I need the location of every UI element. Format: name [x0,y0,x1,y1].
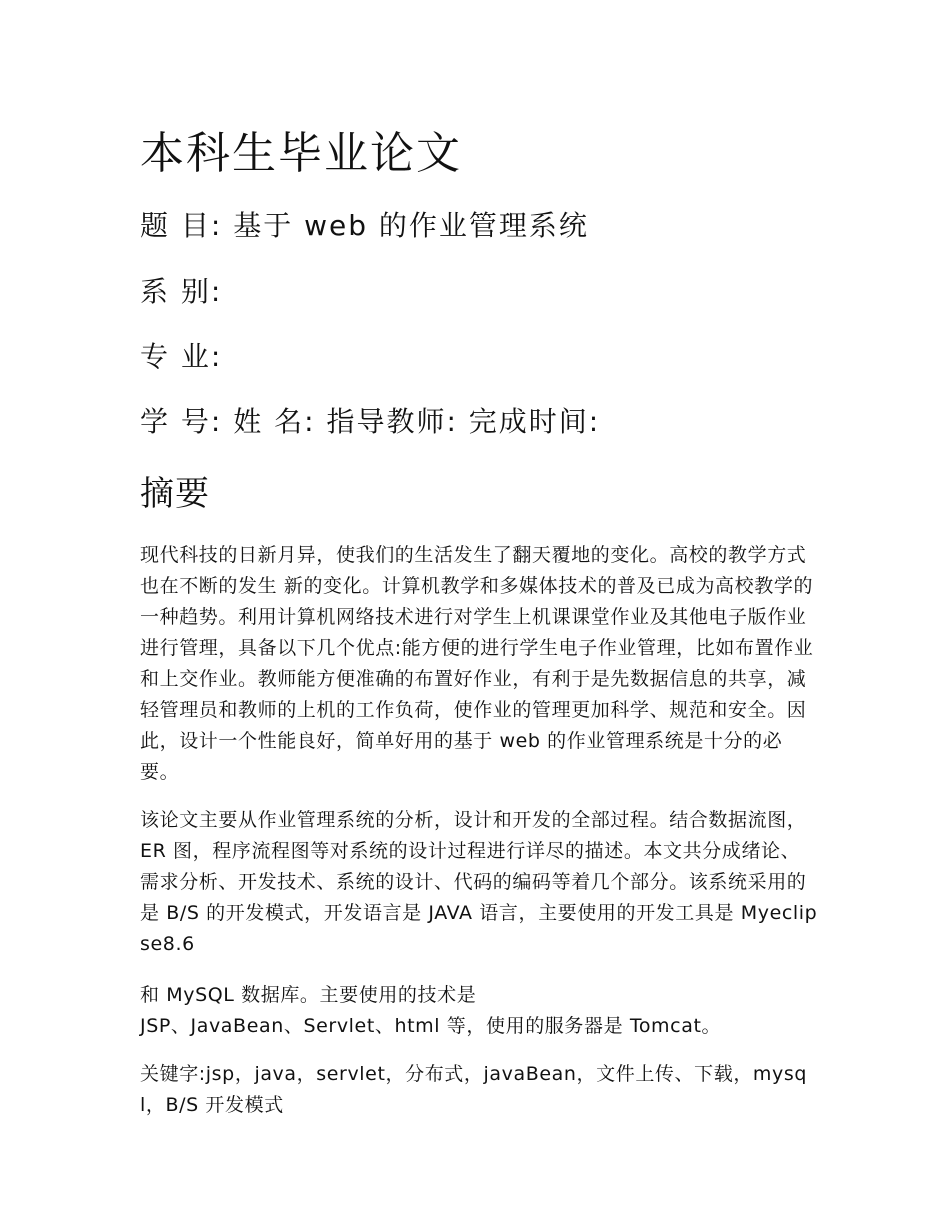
keywords-paragraph: 关键字:jsp，java，servlet，分布式，javaBean，文件上传、下载，mysql，B/S 开发模式 [140,1063,808,1116]
abstract-paragraph-3-line-1: 和 MySQL 数据库。主要使用的技术是 [140,984,477,1006]
abstract-paragraph-3-line-2: JSP、JavaBean、Servlet、html 等，使用的服务器是 Tomcat。 [140,1015,722,1037]
topic-field: 题 目: 基于 web 的作业管理系统 [140,209,589,242]
abstract-heading: 摘要 [140,474,210,514]
student-info-field: 学 号: 姓 名: 指导教师: 完成时间: [140,405,601,438]
department-field: 系 别: [140,275,223,308]
major-field: 专 业: [140,340,223,373]
thesis-title: 本科生毕业论文 [140,128,462,179]
abstract-paragraph-1: 现代科技的日新月异，使我们的生活发生了翻天覆地的变化。高校的教学方式也在不断的发生 新的变化。计算机教学和多媒体技术的普及已成为高校教学的一种趋势。利用计算机网络技术进行对学生上机课课堂作业及其他电子版作业进行管理，具备以下几个优点:能方便的进行学生电子作业管理，比如布置作业和上交作业。教师能方便准确的布置好作业，有利于是先数据信息的共享，减轻管理员和教师的上机的工作负荷，使作业的管理更加科学、规范和安全。因此，设计一个性能良好，简单好用的基于 web 的作业管理系统是十分的必要。 [140,544,814,783]
abstract-paragraph-2: 该论文主要从作业管理系统的分析，设计和开发的全部过程。结合数据流图，ER 图，程序流程图等对系统的设计过程进行详尽的描述。本文共分成绪论、需求分析、开发技术、系统的设计、代码的编码等着几个部分。该系统采用的是 B/S 的开发模式，开发语言是 JAVA 语言，主要使用的开发工具是 Myeclipse8.6 [140,809,818,955]
abstract-paragraph-3 [140,980,818,1042]
